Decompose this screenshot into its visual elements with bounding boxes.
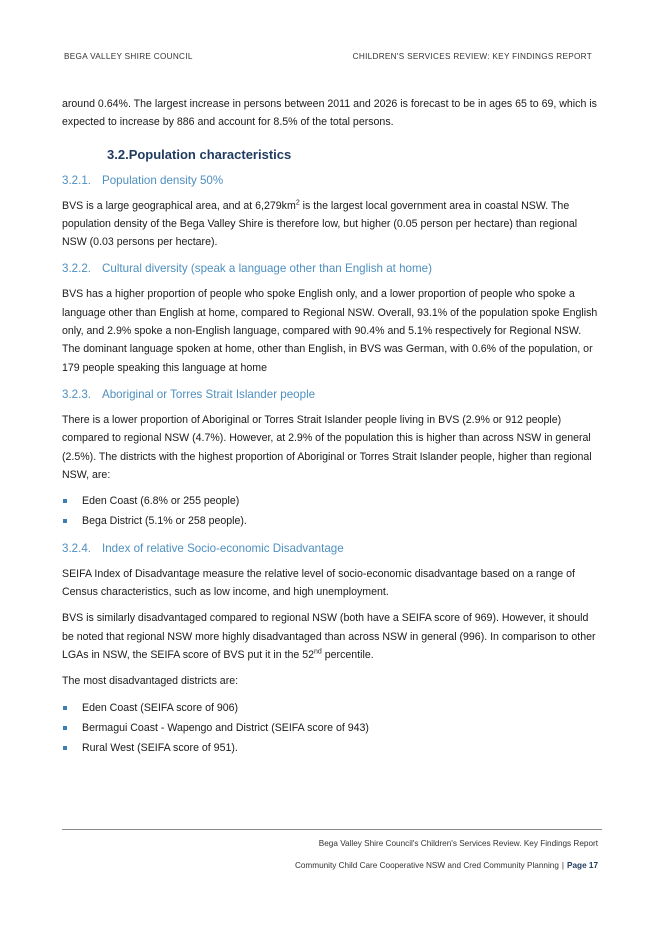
seifa-paragraph-2 (62, 609, 602, 664)
aboriginal-list (62, 492, 602, 531)
section-number: 3.2. (107, 146, 129, 162)
list-item-text: Rural West (SEIFA score of 951). (82, 742, 238, 755)
superscript: 2 (295, 199, 300, 207)
intro-paragraph: around 0.64%. The largest increase in persons between 2011 and 2026 is forecast to be in ages 65 to 69, which is expected to increase by 886 and account for 8.5% of the total persons. (62, 98, 597, 129)
list-item (62, 719, 602, 737)
list-item (62, 512, 602, 530)
running-header-right: CHILDREN'S SERVICES REVIEW: KEY FINDINGS REPORT (352, 52, 592, 61)
superscript: nd (314, 648, 322, 656)
seifa-paragraph-1: SEIFA Index of Disadvantage measure the relative level of socio-economic disadvantage based on a range of Census characteristics, such as low income, and high unemployment. (62, 567, 575, 599)
list-item-text: Eden Coast (SEIFA score of 906) (82, 701, 239, 714)
section-title: Population characteristics (128, 146, 292, 162)
bullet-square-icon (63, 746, 67, 750)
aboriginal-paragraph: There is a lower proportion of Aboriginal or Torres Strait Islander people living in BVS (2.9% or 912 people) compared to regional NSW (4.7%). However, at 2.9% of the population this is higher than across NSW in general (2.5%). The districts with the highest proportion of Aboriginal or Torres Strait Islander people, higher than regional NSW, are: (62, 413, 592, 481)
section-heading (107, 147, 602, 162)
density-text-b: is the largest local government area in coastal NSW. The population density of the Bega Valley Shire is therefore low, but higher (0.05 person per hectare) than regional NSW (0.03 persons per hectare). (62, 199, 578, 249)
subheading-density (62, 174, 602, 187)
list-item (62, 492, 602, 510)
bullet-square-icon (63, 726, 67, 730)
density-paragraph (62, 197, 602, 252)
seifa-list (62, 699, 602, 758)
bullet-square-icon (63, 499, 67, 503)
footer-separator: | (561, 861, 565, 870)
density-text-a: BVS is a large geographical area, and at 6,279km (62, 199, 296, 212)
list-item (62, 699, 602, 717)
footer-divider (62, 829, 602, 830)
subheading-number: 3.2.3. (62, 387, 92, 401)
subheading-title: Index of relative Socio-economic Disadvantage (102, 541, 344, 555)
page-body (62, 95, 602, 759)
subheading-number: 3.2.4. (62, 541, 92, 555)
cultural-paragraph: BVS has a higher proportion of people who spoke English only, and a lower proportion of people who spoke a language other than English at home, compared to Regional NSW. Overall, 93.1% of the population spoke English only, and 2.9% spoke a non-English language, compared with 90.4% and 5.1% respectively for Regional NSW. The dominant language spoken at home, other than English, in BVS was German, with 0.6% of the population, or 179 people speaking this language at home (62, 288, 598, 374)
subheading-title: Aboriginal or Torres Strait Islander people (102, 387, 316, 401)
bullet-square-icon (63, 519, 67, 523)
subheading-number: 3.2.1. (62, 173, 92, 187)
seifa-text-a: BVS is similarly disadvantaged compared to regional NSW (both have a SEIFA score of 969). However, it should be noted that regional NSW more highly disadvantaged than across NSW in general (996). In comparison to other LGAs in NSW, the SEIFA score of BVS put it in the 52 (62, 612, 596, 661)
list-item-text: Bega District (5.1% or 258 people). (82, 515, 247, 528)
subheading-aboriginal (62, 388, 602, 401)
seifa-paragraph-3: The most disadvantaged districts are: (62, 675, 239, 688)
footer-credits (295, 861, 598, 870)
list-item (62, 739, 602, 757)
footer-title: Bega Valley Shire Council's Children's Services Review. Key Findings Report (318, 839, 598, 848)
subheading-cultural (62, 262, 602, 275)
footer-organisations: Community Child Care Cooperative NSW and Cred Community Planning (294, 861, 559, 870)
seifa-text-b: percentile. (321, 648, 374, 661)
subheading-title: Cultural diversity (speak a language other than English at home) (102, 262, 432, 276)
subheading-seifa (62, 542, 602, 555)
list-item-text: Eden Coast (6.8% or 255 people) (82, 495, 240, 508)
subheading-number: 3.2.2. (62, 262, 92, 276)
list-item-text: Bermagui Coast - Wapengo and District (SEIFA score of 943) (82, 721, 369, 734)
subheading-title: Population density 50% (102, 173, 224, 187)
page-number: Page 17 (567, 861, 598, 870)
running-header-left: BEGA VALLEY SHIRE COUNCIL (64, 52, 193, 61)
bullet-square-icon (63, 706, 67, 710)
